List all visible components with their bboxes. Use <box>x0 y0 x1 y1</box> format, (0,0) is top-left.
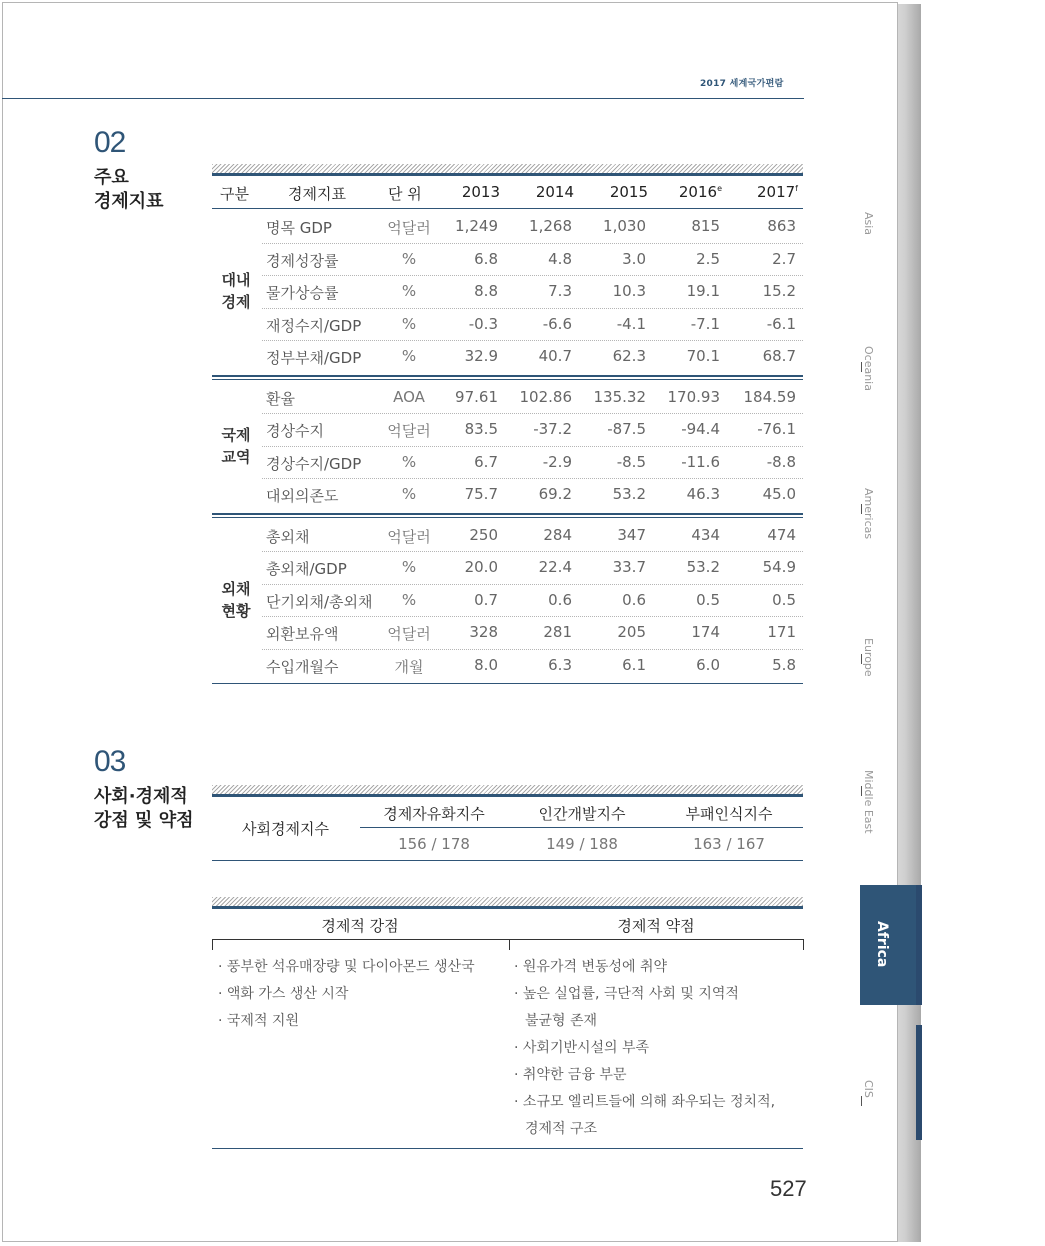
indicator-unit: 억달러 <box>387 625 431 643</box>
indicator-value: 170.93 <box>667 387 720 406</box>
indicator-name: 외환보유액 <box>266 625 339 643</box>
category-line1: 대내 <box>221 271 251 290</box>
tab-edge-mark-lower <box>916 1025 922 1140</box>
indicator-name: 총외채 <box>266 527 310 546</box>
indicator-value: -2.9 <box>542 452 572 471</box>
indicator-value: 281 <box>543 623 572 641</box>
econ-table-bottom-rule <box>212 683 803 684</box>
section-number-02: 02 <box>94 126 126 159</box>
section-title-03-line1: 사회·경제적 <box>94 786 188 807</box>
sw-column-bracket <box>212 939 510 950</box>
weakness-item: 경제적 구조 <box>525 1121 598 1137</box>
row-divider <box>262 413 803 414</box>
index-header-cpi: 부패인식지수 <box>685 805 773 823</box>
tab-tick-mark <box>861 654 862 664</box>
indicator-name: 경제성장률 <box>266 251 339 270</box>
indicator-value: 328 <box>469 623 498 641</box>
indicator-value: -6.6 <box>542 314 572 333</box>
category-label <box>216 578 256 622</box>
category-line1: 외채 <box>221 579 251 598</box>
indicator-value: 45.0 <box>762 485 796 503</box>
indicator-value: -37.2 <box>533 420 572 438</box>
weakness-item: · 높은 실업률, 극단적 사회 및 지역적 <box>514 986 739 1002</box>
tab-americas[interactable]: Americas <box>862 488 875 540</box>
indicator-value: 83.5 <box>464 420 498 438</box>
indicator-value: 53.2 <box>686 558 720 576</box>
strength-item: · 풍부한 석유매장량 및 다이아몬드 생산국 <box>218 959 475 975</box>
indicator-value: 250 <box>469 525 498 544</box>
indicator-value: 6.3 <box>548 655 572 674</box>
indicator-unit: 억달러 <box>387 219 431 237</box>
category-line2: 현황 <box>221 601 251 620</box>
row-divider <box>262 243 803 244</box>
tab-asia[interactable]: Asia <box>862 212 875 236</box>
index-header-freedom: 경제자유화지수 <box>383 805 485 823</box>
indicator-value: 0.6 <box>548 590 572 609</box>
indicator-name: 재정수지/GDP <box>266 316 362 335</box>
indicator-unit: 억달러 <box>387 527 431 546</box>
indicator-value: -87.5 <box>607 420 646 438</box>
row-divider <box>262 446 803 447</box>
indicator-value: 53.2 <box>612 485 646 503</box>
weakness-item: · 취약한 금융 부문 <box>514 1067 627 1083</box>
tab-tick-mark <box>861 362 862 372</box>
group-divider <box>212 375 803 377</box>
tab-tick-mark <box>861 786 862 796</box>
indicator-value: 0.6 <box>622 590 646 609</box>
indicator-value: 184.59 <box>743 387 796 406</box>
indicator-value: 1,030 <box>603 217 646 235</box>
indicator-unit: % <box>401 485 417 503</box>
row-divider <box>262 340 803 341</box>
category-label <box>216 424 256 468</box>
indicator-value: 6.1 <box>622 655 646 674</box>
section-title-02 <box>94 166 164 214</box>
indicator-value: 474 <box>767 525 796 544</box>
indicator-value: 8.8 <box>474 282 498 300</box>
tab-cis[interactable]: CIS <box>862 1080 875 1098</box>
col-header-year: 2014 <box>535 183 574 201</box>
indicator-value: 8.0 <box>474 655 498 674</box>
indicator-name: 정부부채/GDP <box>266 349 362 367</box>
indicator-unit: % <box>401 347 417 365</box>
indicator-value: 97.61 <box>455 387 498 406</box>
indicator-value: 135.32 <box>593 387 646 406</box>
indicator-value: 0.5 <box>696 590 720 609</box>
tab-oceania[interactable]: Oceania <box>862 346 875 391</box>
index-header-rule <box>360 827 803 828</box>
indicator-unit: % <box>401 282 417 300</box>
indicator-unit: 억달러 <box>387 422 431 440</box>
weaknesses-header: 경제적 약점 <box>617 917 695 935</box>
strengths-header: 경제적 강점 <box>321 917 399 935</box>
indicator-value: 46.3 <box>686 485 720 503</box>
indicator-value: 40.7 <box>538 347 572 365</box>
indicator-value: 174 <box>691 623 720 641</box>
strength-item: · 액화 가스 생산 시작 <box>218 986 349 1002</box>
indicator-value: -4.1 <box>616 314 646 333</box>
index-row-label: 사회경제지수 <box>242 820 329 838</box>
indicator-value: 20.0 <box>464 558 498 576</box>
category-line2: 경제 <box>221 293 251 312</box>
indicator-value: 5.8 <box>772 655 796 674</box>
indicator-value: -8.8 <box>766 452 796 471</box>
indicator-value: -0.3 <box>468 314 498 333</box>
running-header: 2017 세계국가편람 <box>700 79 784 89</box>
category-line1: 국제 <box>221 425 251 444</box>
tab-tick-mark <box>861 504 862 514</box>
indicator-unit: % <box>401 249 417 268</box>
index-value-cpi: 163 / 167 <box>693 835 765 853</box>
index-value-freedom: 156 / 178 <box>398 835 470 853</box>
tab-edge-mark <box>916 885 922 1005</box>
index-value-hdi: 149 / 188 <box>546 835 618 853</box>
indicator-name: 대외의존도 <box>266 487 339 505</box>
indicator-value: 75.7 <box>464 485 498 503</box>
indicator-value: 171 <box>767 623 796 641</box>
indicator-value: -11.6 <box>681 452 720 471</box>
indicator-value: -94.4 <box>681 420 720 438</box>
indicator-value: 7.3 <box>548 282 572 300</box>
indicator-value: 10.3 <box>612 282 646 300</box>
indicator-value: -8.5 <box>616 452 646 471</box>
row-divider <box>262 551 803 552</box>
indicator-value: 0.5 <box>772 590 796 609</box>
index-table-hatch <box>212 785 803 794</box>
indicator-value: -76.1 <box>757 420 796 438</box>
indicator-value: 68.7 <box>762 347 796 365</box>
col-header-year: 2017$^f$ <box>756 183 798 201</box>
indicator-unit: % <box>401 452 417 471</box>
indicator-value: 2.7 <box>772 249 796 268</box>
col-header-unit: 단 위 <box>388 185 422 203</box>
indicator-name: 경상수지/GDP <box>266 454 362 473</box>
tab-tick-mark <box>861 1096 862 1106</box>
sw-table-top-rule <box>212 906 803 909</box>
weakness-item: 불균형 존재 <box>525 1013 598 1029</box>
econ-header-rule <box>212 208 803 209</box>
group-divider-thin <box>212 379 803 380</box>
col-header-year: 2015 <box>609 183 648 201</box>
strength-item: · 국제적 지원 <box>218 1013 299 1029</box>
weakness-item: · 소규모 엘리트들에 의해 좌우되는 정치적, <box>514 1094 776 1110</box>
tab-europe[interactable]: Europe <box>862 638 875 677</box>
page-number: 527 <box>770 1176 807 1201</box>
col-header-year: 2016e <box>678 183 722 201</box>
tab-middle-east[interactable]: Middle East <box>862 770 875 834</box>
indicator-value: 1,268 <box>529 217 572 235</box>
year-superscript: e <box>717 184 722 193</box>
tab-africa-label: Africa <box>874 921 890 968</box>
row-divider <box>262 584 803 585</box>
indicator-unit: % <box>401 558 417 576</box>
row-divider <box>262 616 803 617</box>
indicator-unit: % <box>401 314 417 333</box>
col-header-indicator: 경제지표 <box>288 185 346 203</box>
group-divider <box>212 513 803 515</box>
indicator-name: 물가상승률 <box>266 284 339 302</box>
indicator-value: 863 <box>767 217 796 235</box>
indicator-name: 명목 GDP <box>266 219 332 237</box>
indicator-name: 총외채/GDP <box>266 560 347 578</box>
sw-table-bottom-rule <box>212 1148 803 1149</box>
indicator-unit: AOA <box>393 387 425 406</box>
econ-table-hatch <box>212 164 803 173</box>
section-title-03-line2: 강점 및 약점 <box>94 810 194 831</box>
econ-table-top-rule <box>212 173 803 176</box>
indicator-value: 6.0 <box>696 655 720 674</box>
indicator-value: 19.1 <box>686 282 720 300</box>
row-divider <box>262 308 803 309</box>
indicator-value: 434 <box>691 525 720 544</box>
sw-column-bracket-right <box>508 939 804 950</box>
weakness-item: · 사회기반시설의 부족 <box>514 1040 650 1056</box>
sw-table-hatch <box>212 897 803 906</box>
indicator-unit: 개월 <box>394 657 424 676</box>
header-rule <box>2 98 804 99</box>
weakness-item: · 원유가격 변동성에 취약 <box>514 959 668 975</box>
indicator-value: 6.7 <box>474 452 498 471</box>
category-label <box>216 269 256 313</box>
indicator-name: 단기외채/총외채 <box>266 592 373 611</box>
index-table-bottom-rule <box>212 860 803 861</box>
group-divider-thin <box>212 517 803 518</box>
row-divider <box>262 275 803 276</box>
indicator-value: 32.9 <box>464 347 498 365</box>
row-divider <box>262 478 803 479</box>
indicator-value: 62.3 <box>612 347 646 365</box>
col-header-year: 2013 <box>461 183 500 201</box>
indicator-value: 2.5 <box>696 249 720 268</box>
index-header-hdi: 인간개발지수 <box>538 805 626 823</box>
indicator-value: 54.9 <box>762 558 796 576</box>
indicator-value: 284 <box>543 525 572 544</box>
section-title-02-line2: 경제지표 <box>94 191 164 212</box>
indicator-name: 환율 <box>266 389 295 408</box>
col-header-category: 구분 <box>220 185 249 203</box>
tab-africa[interactable] <box>860 885 916 1005</box>
indicator-value: 4.8 <box>548 249 572 268</box>
indicator-value: 6.8 <box>474 249 498 268</box>
indicator-value: 15.2 <box>762 282 796 300</box>
year-superscript: f <box>795 184 798 193</box>
section-title-02-line1: 주요 <box>94 167 129 188</box>
indicator-value: 102.86 <box>519 387 572 406</box>
section-number-03: 03 <box>94 745 126 778</box>
indicator-value: 0.7 <box>474 590 498 609</box>
indicator-value: -7.1 <box>690 314 720 333</box>
indicator-value: 815 <box>691 217 720 235</box>
row-divider <box>262 649 803 650</box>
indicator-value: 70.1 <box>686 347 720 365</box>
indicator-value: 33.7 <box>612 558 646 576</box>
category-line2: 교역 <box>221 447 251 466</box>
index-table-top-rule <box>212 794 803 797</box>
indicator-unit: % <box>401 590 417 609</box>
indicator-value: 3.0 <box>622 249 646 268</box>
indicator-value: 69.2 <box>538 485 572 503</box>
indicator-value: 205 <box>617 623 646 641</box>
indicator-value: 1,249 <box>455 217 498 235</box>
indicator-name: 수입개월수 <box>266 657 339 676</box>
indicator-value: -6.1 <box>766 314 796 333</box>
section-title-03 <box>94 785 193 833</box>
indicator-value: 22.4 <box>538 558 572 576</box>
indicator-name: 경상수지 <box>266 422 324 440</box>
indicator-value: 347 <box>617 525 646 544</box>
